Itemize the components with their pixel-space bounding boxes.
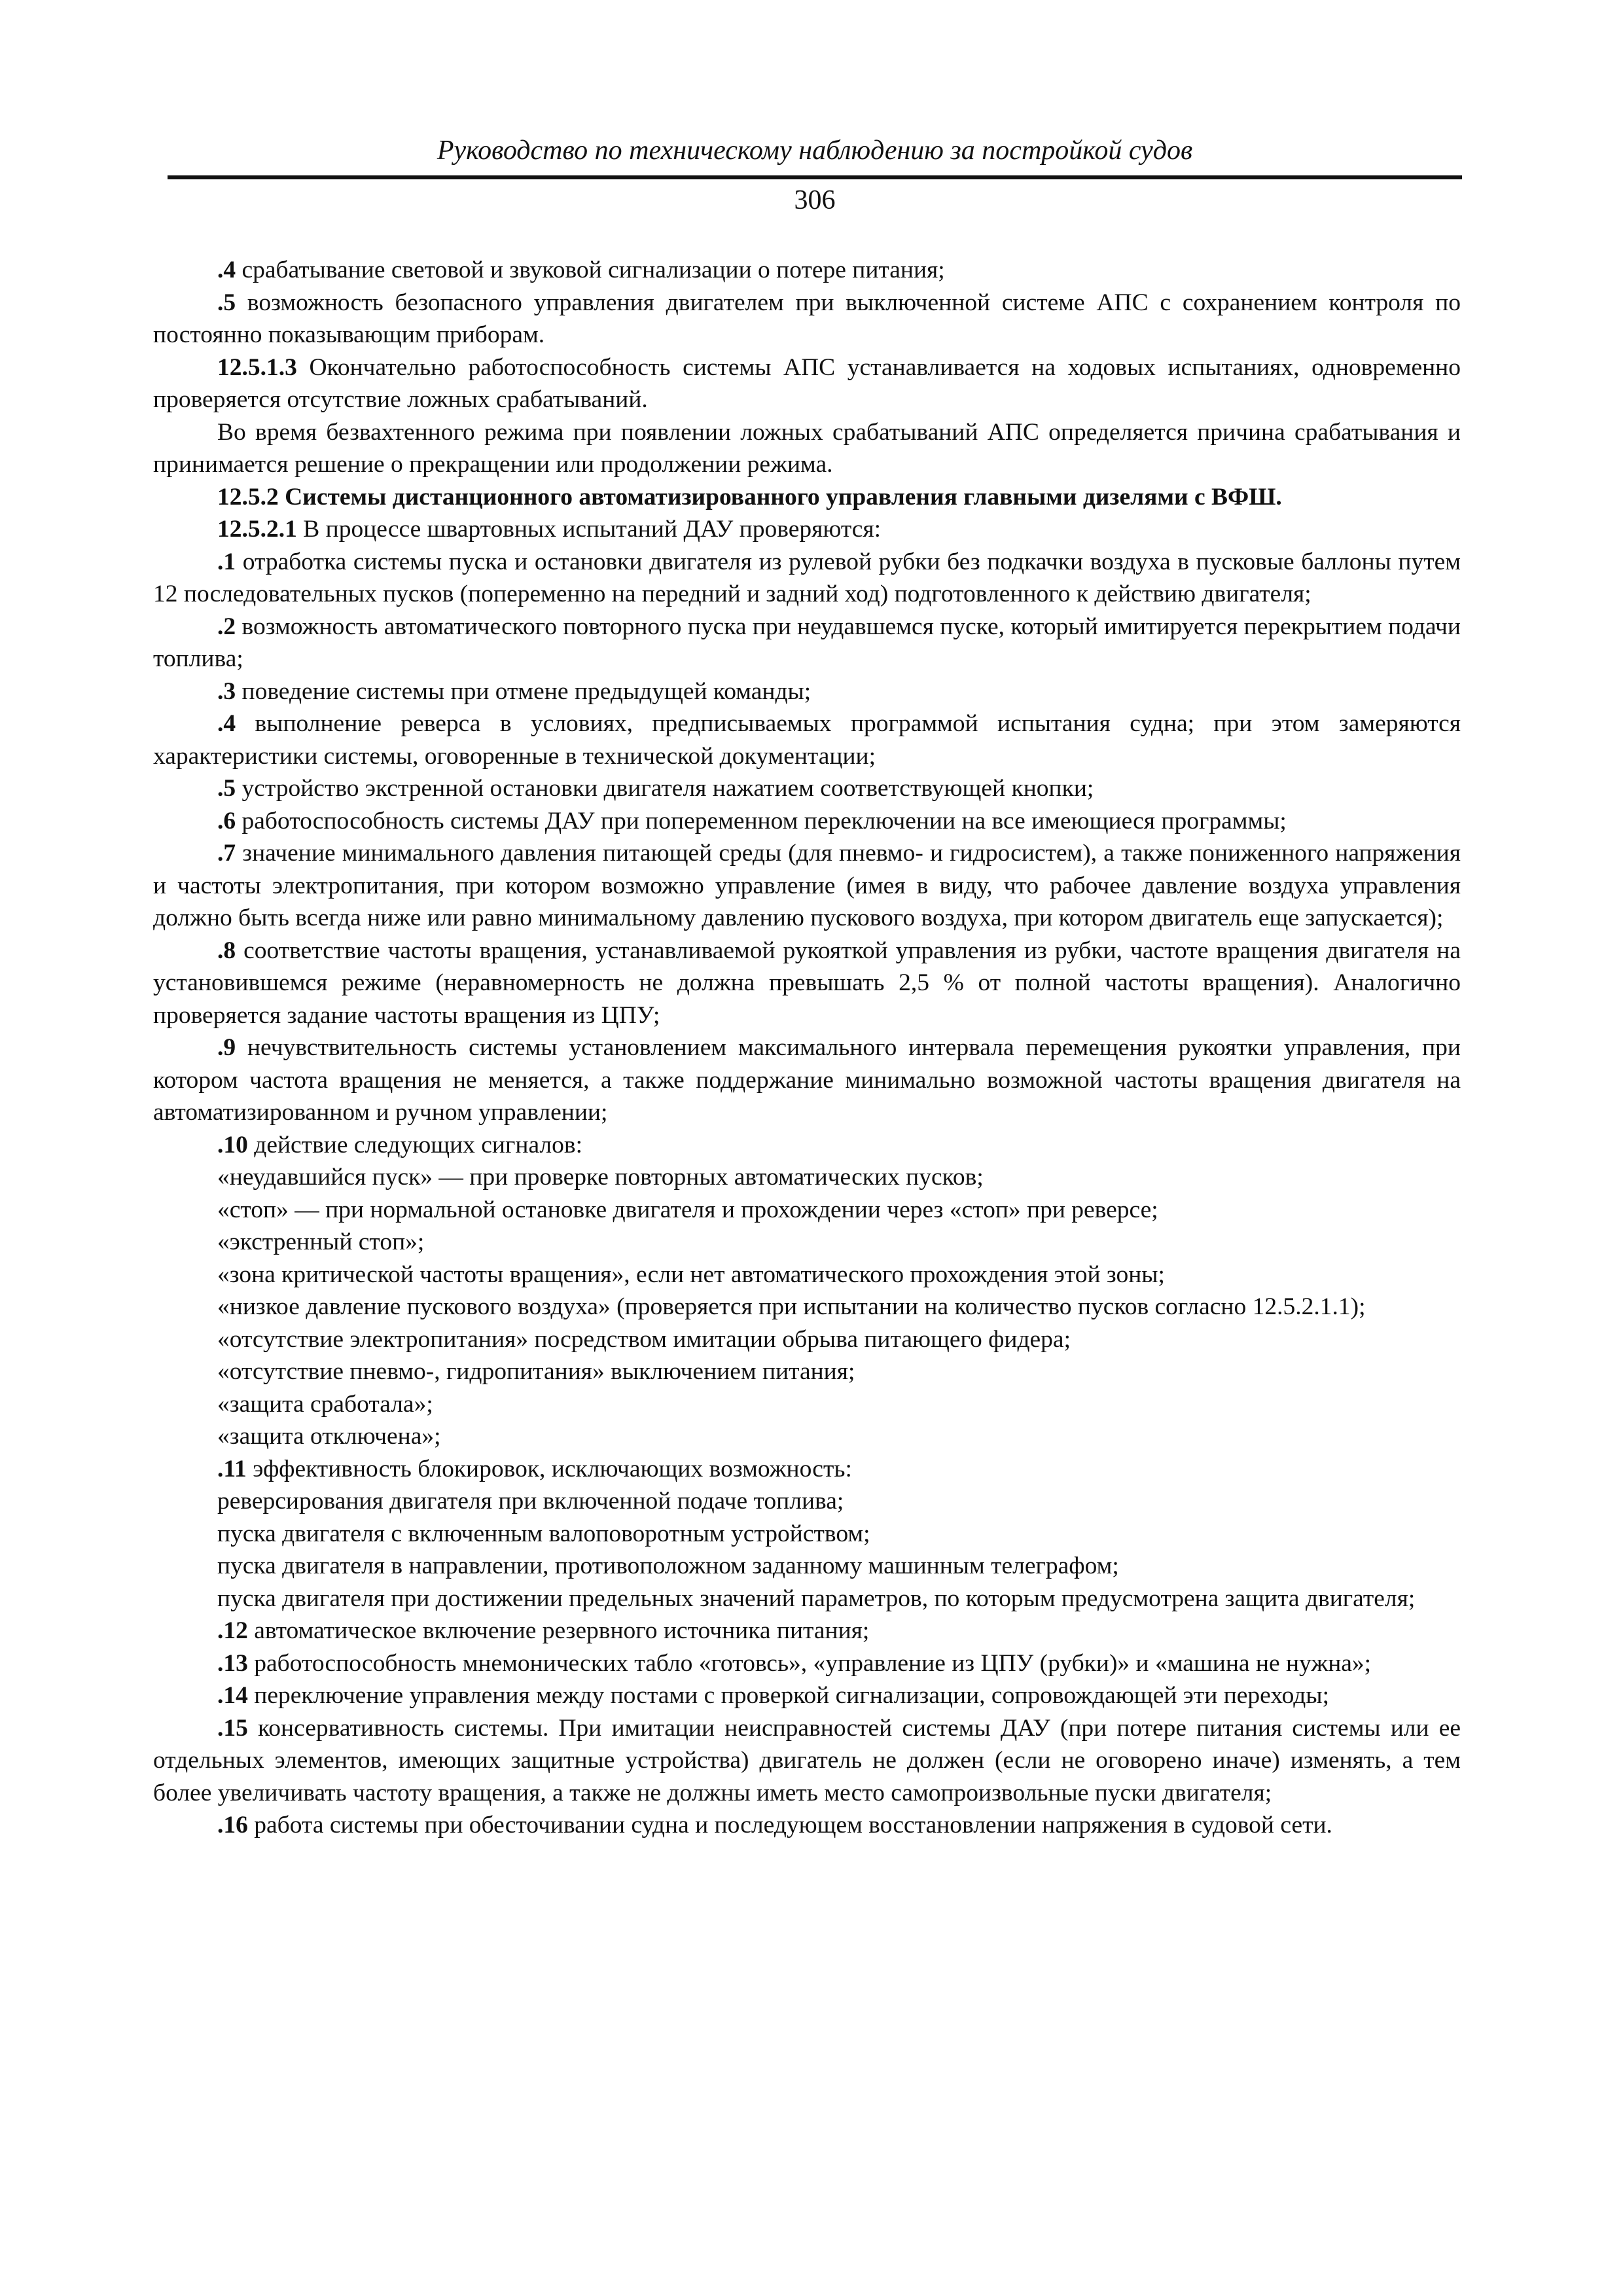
paragraph [153, 935, 1461, 1032]
paragraph-text: срабатывание световой и звуковой сигнализации о потере питания; [236, 257, 945, 283]
paragraph [153, 1647, 1461, 1680]
paragraph [153, 254, 1461, 287]
paragraph-text: консервативность системы. При имитации неисправностей системы ДАУ (при потере питания системы или ее отдельных элементов, имеющих защитные устройства) двигатель не должен (если не оговорено иначе) изменять, а тем более увеличивать частоту вращения, а также не должны иметь место самопроизвольные пуски двигателя; [153, 1714, 1461, 1806]
signal-item [153, 1161, 1461, 1194]
item-number: .10 [217, 1131, 248, 1158]
paragraph-text: «стоп» — при нормальной остановке двигателя и прохождении через «стоп» при реверсе; [217, 1196, 1158, 1223]
item-number: .12 [217, 1617, 248, 1644]
paragraph-text: «низкое давление пускового воздуха» (проверяется при испытании на количество пусков согласно 12.5.2.1.1); [217, 1293, 1366, 1320]
item-number: .2 [217, 613, 236, 640]
paragraph-text: значение минимального давления питающей среды (для пневмо- и гидросистем), а также пониженного напряжения и частоты электропитания, при котором возможно управление (имея в виду, что рабочее давление воздуха управления должно быть всегда ниже или равно минимальному давлению пускового воздуха, при котором двигатель еще запускается); [153, 840, 1461, 931]
paragraph-text: «защита отключена»; [217, 1423, 441, 1450]
signal-item [153, 1420, 1461, 1453]
paragraph-text: пуска двигателя при достижении предельных значений параметров, по которым предусмотрена защита двигателя; [217, 1585, 1416, 1612]
paragraph-text: «отсутствие пневмо-, гидропитания» выключением питания; [217, 1358, 855, 1385]
item-number: 12.5.2.1 [217, 516, 297, 543]
interlock-item [153, 1583, 1461, 1615]
paragraph-text: нечувствительность системы установлением максимального интервала перемещения рукоятки управления, при котором частота вращения не меняется, а также поддержание минимально возможной частоты вращения двигателя на автоматизированном и ручном управлении; [153, 1034, 1461, 1126]
paragraph-text: соответствие частоты вращения, устанавливаемой рукояткой управления из рубки, частоте вращения двигателя на установившемся режиме (неравномерность не должна превышать 2,5 % от полной частоты вращения). Аналогично проверяется задание частоты вращения из ЦПУ; [153, 937, 1461, 1029]
page-number: 306 [794, 185, 836, 215]
signal-item [153, 1226, 1461, 1259]
paragraph [153, 513, 1461, 546]
item-number: .8 [217, 937, 236, 964]
paragraph [153, 611, 1461, 675]
paragraph-text: реверсирования двигателя при включенной подаче топлива; [217, 1488, 844, 1515]
paragraph-text: Во время безвахтенного режима при появлении ложных срабатываний АПС определяется причина срабатывания и принимается решение о прекращении или продолжении режима. [153, 418, 1461, 478]
item-number: .7 [217, 840, 236, 867]
paragraph-text: работа системы при обесточивании судна и последующем восстановлении напряжения в судовой сети. [247, 1812, 1332, 1839]
paragraph [153, 351, 1461, 416]
paragraph-text: «неудавшийся пуск» — при проверке повторных автоматических пусков; [217, 1164, 984, 1191]
section-heading [153, 481, 1461, 514]
signal-item [153, 1259, 1461, 1291]
paragraph-text: возможность безопасного управления двигателем при выключенной системе АПС с сохранением контроля по постоянно показывающим приборам. [153, 289, 1461, 348]
paragraph-text: эффективность блокировок, исключающих возможность: [246, 1455, 852, 1482]
paragraph [153, 1712, 1461, 1810]
interlock-item [153, 1485, 1461, 1518]
item-number: .14 [217, 1682, 248, 1709]
signal-item [153, 1291, 1461, 1323]
paragraph-text: «зона критической частоты вращения», если нет автоматического прохождения этой зоны; [217, 1261, 1165, 1288]
paragraph [153, 708, 1461, 772]
paragraph-text: Окончательно работоспособность системы АПС устанавливается на ходовых испытаниях, одновременно проверяется отсутствие ложных срабатываний. [153, 353, 1461, 413]
paragraph [153, 416, 1461, 481]
paragraph-text: «защита сработала»; [217, 1390, 433, 1418]
item-number: .5 [217, 289, 236, 316]
paragraph-text: устройство экстренной остановки двигателя нажатием соответствующей кнопки; [236, 775, 1094, 802]
item-number: .15 [217, 1714, 248, 1742]
paragraph-text: выполнение реверса в условиях, предписываемых программой испытания судна; при этом замеряются характеристики системы, оговоренные в технической документации; [153, 710, 1461, 770]
paragraph [153, 1031, 1461, 1129]
paragraph [153, 772, 1461, 805]
paragraph-text: автоматическое включение резервного источника питания; [247, 1617, 870, 1644]
item-number: .6 [217, 807, 236, 834]
item-number: .1 [217, 548, 236, 575]
paragraph-text: работоспособность мнемонических табло «готовсь», «управление из ЦПУ (рубки)» и «машина не нужна»; [247, 1649, 1372, 1677]
running-header: Руководство по техническому наблюдению за постройкой судов [437, 135, 1193, 166]
signal-item [153, 1355, 1461, 1388]
paragraph [153, 837, 1461, 935]
paragraph [153, 1453, 1461, 1486]
item-number: .4 [217, 710, 236, 737]
paragraph-text: «отсутствие электропитания» посредством имитации обрыва питающего фидера; [217, 1325, 1071, 1353]
item-number: .5 [217, 775, 236, 802]
item-number: .11 [217, 1455, 247, 1482]
paragraph-text: В процессе швартовных испытаний ДАУ проверяются: [296, 516, 882, 543]
item-number: 12.5.1.3 [217, 353, 297, 381]
interlock-item [153, 1550, 1461, 1583]
paragraph-text: пуска двигателя в направлении, противоположном заданному машинным телеграфом; [217, 1552, 1119, 1579]
signal-item [153, 1323, 1461, 1356]
signal-item [153, 1388, 1461, 1421]
item-number: .4 [217, 257, 236, 283]
paragraph [153, 546, 1461, 611]
paragraph [153, 805, 1461, 838]
item-number: .9 [217, 1034, 236, 1061]
paragraph-text: работоспособность системы ДАУ при попеременном переключении на все имеющиеся программы; [236, 807, 1287, 834]
paragraph-text: действие следующих сигналов: [247, 1131, 583, 1158]
item-number: .13 [217, 1649, 248, 1677]
paragraph [153, 1809, 1461, 1842]
section-heading-text: 12.5.2 Системы дистанционного автоматизированного управления главными дизелями с ВФШ. [217, 483, 1282, 511]
paragraph [153, 1679, 1461, 1712]
paragraph-text: возможность автоматического повторного пуска при неудавшемся пуске, который имитируется перекрытием подачи топлива; [153, 613, 1461, 672]
paragraph-text: отработка системы пуска и остановки двигателя из рулевой рубки без подкачки воздуха в пусковые баллоны путем 12 последовательных пусков (попеременно на передний и задний ход) подготовленного к действию двигателя; [153, 548, 1461, 607]
interlock-item [153, 1518, 1461, 1551]
paragraph [153, 1615, 1461, 1647]
paragraph [153, 675, 1461, 708]
header-rule [168, 175, 1462, 179]
document-body [153, 254, 1461, 1842]
paragraph [153, 287, 1461, 351]
item-number: .3 [217, 677, 236, 705]
signal-item [153, 1194, 1461, 1227]
paragraph-text: поведение системы при отмене предыдущей команды; [236, 677, 812, 705]
paragraph-text: «экстренный стоп»; [217, 1229, 425, 1255]
paragraph [153, 1129, 1461, 1162]
paragraph-text: пуска двигателя с включенным валоповоротным устройством; [217, 1520, 870, 1547]
paragraph-text: переключение управления между постами с проверкой сигнализации, сопровождающей эти переходы; [247, 1682, 1329, 1709]
item-number: .16 [217, 1812, 248, 1839]
